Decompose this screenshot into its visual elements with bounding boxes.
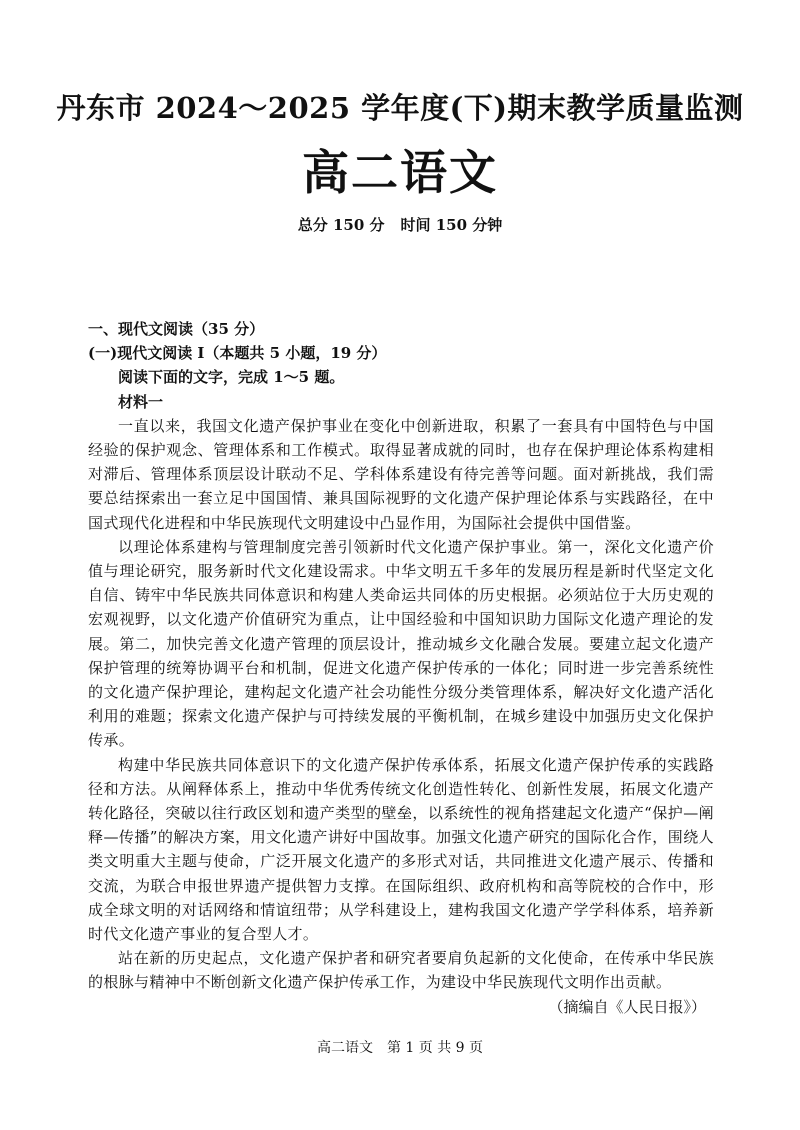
part-heading: 一、现代文阅读（35 分） — [88, 320, 265, 338]
exam-title: 丹东市 2024～2025 学年度(下)期末教学质量监测 — [56, 91, 744, 125]
total-score: 总分 150 分 — [297, 216, 385, 234]
paragraph-4: 站在新的历史起点，文化遗产保护者和研究者要肩负起新的文化使命，在传承中华民族的根脉与精神中不断创新文化遗产保护传承工作，为建设中华民族现代文明作出贡献。 — [88, 949, 714, 992]
instruction: 阅读下面的文字，完成 1～5 题。 — [118, 368, 345, 387]
source-citation: （摘编自《人民日报》） — [548, 997, 706, 1016]
exam-time: 时间 150 分钟 — [400, 216, 503, 234]
paragraph-2: 以理论体系建构与管理制度完善引领新时代文化遗产保护事业。第一，深化文化遗产价值与理论研究，服务新时代文化建设需求。中华文明五千多年的发展历程是新时代坚定文化自信、铸牢中华民族共同体意识和构建人类命运共同体的历史根据。必须站位于大历史观的宏观视野，以文化遗产价值研究为重点，让中国经验和中国知识助力国际文化遗产理论的发展。第二，加快完善文化遗产管理的顶层设计，推动城乡文化融合发展。要建立起文化遗产保护管理的统筹协调平台和机制，促进文化遗产保护传承的一体化；同时进一步完善系统性的文化遗产保护理论，建构起文化遗产社会功能性分级分类管理体系，解决好文化遗产活化利用的难题；探索文化遗产保护与可持续发展的平衡机制，在城乡建设中加强历史文化保护传承。 — [88, 537, 714, 750]
paragraph-1: 一直以来，我国文化遗产保护事业在变化中创新进取，积累了一套具有中国特色与中国经验的保护观念、管理体系和工作模式。取得显著成就的同时，也存在保护理论体系构建相对滞后、管理体系顶层设计联动不足、学科体系建设有待完善等问题。面对新挑战，我们需要总结探索出一套立足中国国情、兼具国际视野的文化遗产保护理论体系与实践路径，在中国式现代化进程和中华民族现代文明建设中凸显作用，为国际社会提供中国借鉴。 — [88, 416, 714, 532]
page-footer: 高二语文 第 1 页 共 9 页 — [316, 1040, 484, 1056]
material-label: 材料一 — [118, 392, 164, 411]
reading-section — [88, 317, 714, 1019]
score-info — [0, 214, 800, 236]
sub-heading: (一)现代文阅读 I（本题共 5 小题，19 分） — [88, 344, 387, 363]
paragraph-3: 构建中华民族共同体意识下的文化遗产保护传承体系，拓展文化遗产保护传承的实践路径和方法。从阐释体系上，推动中华优秀传统文化创造性转化、创新性发展，拓展文化遗产转化路径，突破以往行政区划和遗产类型的壁垒，以系统性的视角搭建起文化遗产“保护—阐释—传播”的解决方案，用文化遗产讲好中国故事。加强文化遗产研究的国际化合作，围绕人类文明重大主题与使命，广泛开展文化遗产的多形式对话，共同推进文化遗产展示、传播和交流，为联合申报世界遗产提供智力支撑。在国际组织、政府机构和高等院校的合作中，形成全球文明的对话网络和情谊纽带；从学科建设上，建构我国文化遗产学学科体系，培养新时代文化遗产事业的复合型人才。 — [88, 755, 714, 944]
subject-title: 高二语文 — [302, 146, 498, 201]
